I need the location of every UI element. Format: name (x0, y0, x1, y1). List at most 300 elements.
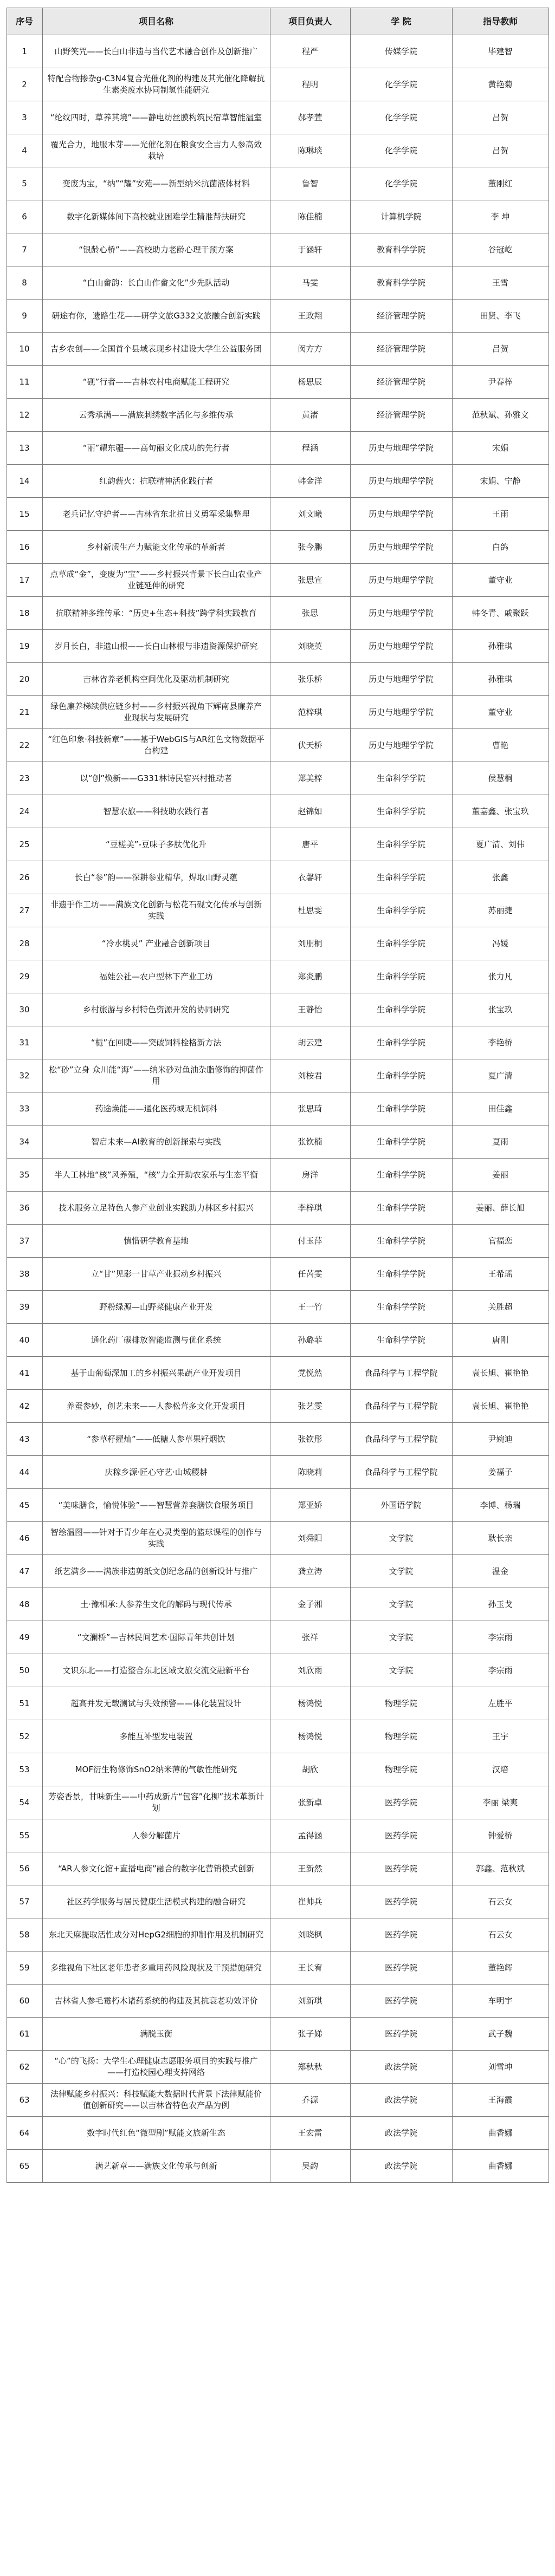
cell-leader: 房洋 (270, 1159, 350, 1192)
cell-leader: 刘舜阳 (270, 1522, 350, 1555)
cell-name: 养蚕参妙，创艺未来——人参松茸多文化开发项目 (42, 1390, 270, 1423)
cell-advisor: 钟爱桥 (452, 1819, 548, 1852)
table-row (7, 1390, 548, 1423)
cell-college: 医药学院 (350, 2018, 452, 2051)
table-row (7, 233, 548, 266)
cell-college: 生命科学学院 (350, 1126, 452, 1159)
cell-no: 21 (7, 696, 42, 729)
cell-no: 44 (7, 1456, 42, 1489)
header-name: 项目名称 (42, 8, 270, 35)
table-row (7, 630, 548, 663)
cell-leader: 伏天桥 (270, 729, 350, 762)
cell-name: “参草籽擢灿”——低糖人参草果籽烟饮 (42, 1423, 270, 1456)
cell-no: 25 (7, 828, 42, 861)
table-row (7, 498, 548, 531)
cell-advisor: 吕贺 (452, 134, 548, 167)
cell-college: 医药学院 (350, 1786, 452, 1819)
cell-no: 57 (7, 1885, 42, 1918)
cell-name: “AR人参文化馆+直播电商”融合的数字化营销模式创新 (42, 1852, 270, 1885)
cell-advisor: 范秋斌、孙雅文 (452, 399, 548, 432)
cell-leader: 张思宣 (270, 564, 350, 597)
cell-college: 文学院 (350, 1555, 452, 1588)
cell-college: 经济管理学院 (350, 366, 452, 399)
cell-no: 24 (7, 795, 42, 828)
table-row (7, 1192, 548, 1225)
cell-name: 以“创”焕新——G331林诗民宿兴村推动者 (42, 762, 270, 795)
table-row (7, 2051, 548, 2084)
cell-no: 54 (7, 1786, 42, 1819)
cell-name: 乡村旅游与乡村特色资源开发的协同研究 (42, 993, 270, 1026)
table-row (7, 2150, 548, 2183)
cell-college: 政法学院 (350, 2084, 452, 2117)
table-row (7, 1423, 548, 1456)
cell-college: 历史与地理学学院 (350, 498, 452, 531)
cell-no: 5 (7, 167, 42, 200)
cell-no: 2 (7, 68, 42, 101)
cell-advisor: 左胜平 (452, 1687, 548, 1720)
cell-leader: 乔源 (270, 2084, 350, 2117)
cell-no: 40 (7, 1324, 42, 1357)
cell-advisor: 姜丽、薛长旭 (452, 1192, 548, 1225)
cell-no: 8 (7, 266, 42, 300)
cell-name: 社区药学服务与居民健康生活模式构建的融合研究 (42, 1885, 270, 1918)
cell-college: 生命科学学院 (350, 1291, 452, 1324)
cell-advisor: 车明宇 (452, 1985, 548, 2018)
table-row (7, 1357, 548, 1390)
cell-college: 生命科学学院 (350, 1225, 452, 1258)
cell-name: 山野笑咒——长白山非遗与当代艺术融合创作及创新推广 (42, 35, 270, 68)
cell-leader: 孟得涵 (270, 1819, 350, 1852)
cell-advisor: 董嘉鑫、张宝玖 (452, 795, 548, 828)
cell-name: “心”的飞扬：大学生心理健康志愿服务项目的实践与推广——打造校园心理支持网络 (42, 2051, 270, 2084)
cell-advisor: 宋娟 (452, 432, 548, 465)
cell-leader: 刘晓英 (270, 630, 350, 663)
cell-name: 吉林省养老机构空间优化及驱动机制研究 (42, 663, 270, 696)
cell-advisor: 温金 (452, 1555, 548, 1588)
cell-advisor: 田贤、李飞 (452, 300, 548, 333)
cell-no: 52 (7, 1720, 42, 1753)
cell-leader: 郑美梓 (270, 762, 350, 795)
cell-advisor: 王海霞 (452, 2084, 548, 2117)
cell-name: 特配合物掺杂g-C3N4复合光催化剂的构建及其光催化降解抗生素类废水协同制氢性能研究 (42, 68, 270, 101)
cell-college: 政法学院 (350, 2117, 452, 2150)
table-row (7, 465, 548, 498)
cell-advisor: 曹艳 (452, 729, 548, 762)
cell-college: 生命科学学院 (350, 1159, 452, 1192)
cell-leader: 郑亚娇 (270, 1489, 350, 1522)
table-row (7, 1026, 548, 1059)
cell-name: 岁月长白，非遗山根——长白山林根与非遗资源保护研究 (42, 630, 270, 663)
cell-no: 26 (7, 861, 42, 894)
cell-no: 15 (7, 498, 42, 531)
cell-advisor: 董守业 (452, 564, 548, 597)
cell-leader: 刘欣雨 (270, 1654, 350, 1687)
cell-college: 历史与地理学学院 (350, 564, 452, 597)
table-row (7, 531, 548, 564)
cell-advisor: 黄艳菊 (452, 68, 548, 101)
cell-college: 食品科学与工程学院 (350, 1390, 452, 1423)
cell-no: 9 (7, 300, 42, 333)
cell-name: 变废为宝，“纳”“耀”安苑——新型纳米抗菌液体材料 (42, 167, 270, 200)
cell-leader: 郑炎鹏 (270, 960, 350, 993)
cell-no: 32 (7, 1059, 42, 1092)
cell-college: 历史与地理学学院 (350, 663, 452, 696)
table-row (7, 1753, 548, 1786)
cell-advisor: 王宇 (452, 1720, 548, 1753)
cell-leader: 陈晓莉 (270, 1456, 350, 1489)
cell-college: 经济管理学院 (350, 399, 452, 432)
cell-name: “纶纹四时，草养其境”——静电纺丝膜构筑民宿草智能温室 (42, 101, 270, 134)
table-row (7, 1555, 548, 1588)
cell-name: “红色印象·科技新章”——基于WebGIS与AR红色文物数据平台构建 (42, 729, 270, 762)
cell-college: 医药学院 (350, 1985, 452, 2018)
cell-leader: 张艺雯 (270, 1390, 350, 1423)
cell-name: 土·豫相承:人参养生文化的解码与现代传承 (42, 1588, 270, 1621)
cell-college: 历史与地理学学院 (350, 531, 452, 564)
cell-advisor: 曲香娜 (452, 2117, 548, 2150)
cell-no: 48 (7, 1588, 42, 1621)
cell-leader: 张钦楠 (270, 1126, 350, 1159)
cell-leader: 张思琦 (270, 1092, 350, 1126)
cell-advisor: 李博、杨瑞 (452, 1489, 548, 1522)
cell-name: 绿色廉养梯续供应链乡村——乡村振兴视角下辉南县廉养产业现状与发展研究 (42, 696, 270, 729)
table-row (7, 1522, 548, 1555)
cell-advisor: 李宗雨 (452, 1654, 548, 1687)
cell-college: 生命科学学院 (350, 1092, 452, 1126)
cell-advisor: 汉培 (452, 1753, 548, 1786)
cell-leader: 王政翔 (270, 300, 350, 333)
table-row (7, 597, 548, 630)
cell-advisor: 官福恋 (452, 1225, 548, 1258)
table-row (7, 894, 548, 927)
cell-name: 多能互补型发电装置 (42, 1720, 270, 1753)
cell-leader: 刘桉君 (270, 1059, 350, 1092)
cell-no: 10 (7, 333, 42, 366)
cell-name: 云秀承满——满族刺绣数字活化与多维传承 (42, 399, 270, 432)
cell-college: 医药学院 (350, 1951, 452, 1985)
table-row (7, 2117, 548, 2150)
cell-advisor: 宋娟、宁静 (452, 465, 548, 498)
cell-advisor: 吕贺 (452, 333, 548, 366)
cell-advisor: 尹春梓 (452, 366, 548, 399)
cell-leader: 赵锦如 (270, 795, 350, 828)
cell-leader: 金子湘 (270, 1588, 350, 1621)
cell-leader: 胡云建 (270, 1026, 350, 1059)
cell-college: 生命科学学院 (350, 1026, 452, 1059)
cell-advisor: 董守业 (452, 696, 548, 729)
cell-name: “美味膳食，愉悦体验”——智慧营养套膳饮食服务项目 (42, 1489, 270, 1522)
cell-leader: 杨鸿悦 (270, 1720, 350, 1753)
cell-college: 医药学院 (350, 1852, 452, 1885)
table-row (7, 68, 548, 101)
table-row (7, 432, 548, 465)
cell-no: 61 (7, 2018, 42, 2051)
cell-no: 36 (7, 1192, 42, 1225)
cell-no: 53 (7, 1753, 42, 1786)
table-row (7, 927, 548, 960)
cell-advisor: 苏丽捷 (452, 894, 548, 927)
cell-advisor: 武子魏 (452, 2018, 548, 2051)
cell-no: 3 (7, 101, 42, 134)
project-table (7, 8, 549, 2183)
cell-name: 点草成“金”，变废为“宝”——乡村振兴背景下长白山农业产业链延伸的研究 (42, 564, 270, 597)
cell-no: 18 (7, 597, 42, 630)
cell-name: 野粉绿源—山野菜健康产业开发 (42, 1291, 270, 1324)
cell-advisor: 李艳桥 (452, 1026, 548, 1059)
table-row (7, 1720, 548, 1753)
cell-advisor: 夏广清、刘伟 (452, 828, 548, 861)
cell-leader: 王静怡 (270, 993, 350, 1026)
cell-advisor: 姜福子 (452, 1456, 548, 1489)
cell-college: 经济管理学院 (350, 300, 452, 333)
cell-no: 17 (7, 564, 42, 597)
cell-leader: 郑秋秋 (270, 2051, 350, 2084)
table-row (7, 696, 548, 729)
cell-advisor: 张宝玖 (452, 993, 548, 1026)
cell-leader: 刘文曦 (270, 498, 350, 531)
table-row (7, 795, 548, 828)
cell-no: 12 (7, 399, 42, 432)
table-row (7, 861, 548, 894)
cell-advisor: 李 坤 (452, 200, 548, 233)
cell-advisor: 袁长旭、崔艳艳 (452, 1357, 548, 1390)
cell-college: 物理学院 (350, 1720, 452, 1753)
cell-name: 抗联精神多维传承：“历史+生态+科技”跨学科实践教育 (42, 597, 270, 630)
cell-name: “白山畲韵：长白山作畲文化”少先队活动 (42, 266, 270, 300)
table-row (7, 2018, 548, 2051)
cell-no: 20 (7, 663, 42, 696)
cell-leader: 王一竹 (270, 1291, 350, 1324)
cell-college: 医药学院 (350, 1918, 452, 1951)
cell-advisor: 关胜超 (452, 1291, 548, 1324)
cell-leader: 刘晓枫 (270, 1918, 350, 1951)
cell-name: 超高并发无载测试与失效预警——体化装置设计 (42, 1687, 270, 1720)
cell-college: 生命科学学院 (350, 828, 452, 861)
cell-name: 数字时代红色“微型剧”赋能文旅新生态 (42, 2117, 270, 2150)
header-no: 序号 (7, 8, 42, 35)
cell-name: 半人工林地“核”风养殖，“核”力全开助农家乐与生态平衡 (42, 1159, 270, 1192)
cell-advisor: 唐刚 (452, 1324, 548, 1357)
cell-leader: 程涵 (270, 432, 350, 465)
cell-name: 满艺新章——满族文化传承与创新 (42, 2150, 270, 2183)
table-row (7, 399, 548, 432)
cell-no: 55 (7, 1819, 42, 1852)
cell-leader: 陈佳楠 (270, 200, 350, 233)
cell-advisor: 冯媛 (452, 927, 548, 960)
table-row (7, 1291, 548, 1324)
cell-name: 吉林省人参毛霉朽木诸药系统的构建及其抗衰老功效评价 (42, 1985, 270, 2018)
cell-advisor: 王雨 (452, 498, 548, 531)
cell-name: “栀”在回睫——突破饲料栓格新方法 (42, 1026, 270, 1059)
cell-no: 46 (7, 1522, 42, 1555)
cell-college: 物理学院 (350, 1753, 452, 1786)
cell-no: 22 (7, 729, 42, 762)
cell-college: 生命科学学院 (350, 861, 452, 894)
cell-leader: 党悦然 (270, 1357, 350, 1390)
cell-college: 生命科学学院 (350, 1059, 452, 1092)
cell-leader: 衣馨轩 (270, 861, 350, 894)
cell-college: 生命科学学院 (350, 927, 452, 960)
cell-advisor: 毕建智 (452, 35, 548, 68)
cell-advisor: 田佳鑫 (452, 1092, 548, 1126)
cell-name: 乡村新质生产力赋能文化传承的革新者 (42, 531, 270, 564)
cell-no: 30 (7, 993, 42, 1026)
cell-college: 经济管理学院 (350, 333, 452, 366)
cell-college: 政法学院 (350, 2150, 452, 2183)
cell-name: 通化药厂碳排放智能监测与优化系统 (42, 1324, 270, 1357)
cell-leader: 张思 (270, 597, 350, 630)
cell-name: 智启未来—AI教育的创新探索与实践 (42, 1126, 270, 1159)
cell-advisor: 夏雨 (452, 1126, 548, 1159)
cell-no: 1 (7, 35, 42, 68)
cell-leader: 陈琳琰 (270, 134, 350, 167)
cell-advisor: 夏广清 (452, 1059, 548, 1092)
table-header-row (7, 8, 548, 35)
cell-advisor: 石云女 (452, 1885, 548, 1918)
cell-name: 非遗手作工坊——满族文化创新与松花石砚文化传承与创新实践 (42, 894, 270, 927)
cell-name: 长白“参”韵——深耕参业精华，焊取山野灵蕴 (42, 861, 270, 894)
cell-college: 文学院 (350, 1588, 452, 1621)
cell-no: 27 (7, 894, 42, 927)
cell-advisor: 董艳辉 (452, 1951, 548, 1985)
cell-college: 生命科学学院 (350, 993, 452, 1026)
cell-no: 16 (7, 531, 42, 564)
cell-college: 历史与地理学学院 (350, 465, 452, 498)
cell-no: 41 (7, 1357, 42, 1390)
table-row (7, 101, 548, 134)
cell-name: 东北天麻提取活性成分对HepG2细胞的抑制作用及机制研究 (42, 1918, 270, 1951)
cell-leader: 王宏雷 (270, 2117, 350, 2150)
table-row (7, 1126, 548, 1159)
header-leader: 项目负责人 (270, 8, 350, 35)
table-row (7, 300, 548, 333)
cell-college: 生命科学学院 (350, 762, 452, 795)
cell-college: 历史与地理学学院 (350, 597, 452, 630)
cell-no: 38 (7, 1258, 42, 1291)
cell-advisor: 董刚红 (452, 167, 548, 200)
table-row (7, 1951, 548, 1985)
cell-name: 智慧农旅——科技助农践行者 (42, 795, 270, 828)
cell-no: 42 (7, 1390, 42, 1423)
cell-leader: 龚立涛 (270, 1555, 350, 1588)
cell-name: 老兵记忆守护者——吉林省东北抗日义勇军采集整理 (42, 498, 270, 531)
cell-leader: 黄渚 (270, 399, 350, 432)
cell-no: 6 (7, 200, 42, 233)
cell-no: 37 (7, 1225, 42, 1258)
cell-name: 满脱玉衡 (42, 2018, 270, 2051)
cell-advisor: 袁长旭、崔艳艳 (452, 1390, 548, 1423)
cell-no: 62 (7, 2051, 42, 2084)
cell-no: 28 (7, 927, 42, 960)
table-row (7, 1786, 548, 1819)
cell-advisor: 李宗雨 (452, 1621, 548, 1654)
cell-college: 生命科学学院 (350, 1192, 452, 1225)
cell-college: 历史与地理学学院 (350, 696, 452, 729)
cell-no: 45 (7, 1489, 42, 1522)
table-row (7, 663, 548, 696)
cell-leader: 鲁智 (270, 167, 350, 200)
cell-no: 65 (7, 2150, 42, 2183)
cell-leader: 王新然 (270, 1852, 350, 1885)
table-row (7, 1324, 548, 1357)
cell-leader: 张祥 (270, 1621, 350, 1654)
table-row (7, 564, 548, 597)
cell-name: 数字化新媒体间下高校就业困难学生精准帮扶研究 (42, 200, 270, 233)
cell-name: 覆光合力，地服本芽——光催化剂在粮食安全吉力人参高效栽培 (42, 134, 270, 167)
cell-advisor: 张鑫 (452, 861, 548, 894)
table-row (7, 1489, 548, 1522)
cell-name: 吉乡农创——全国首个县域表现乡村建设大学生公益服务团 (42, 333, 270, 366)
cell-name: 慎惜研学教育基地 (42, 1225, 270, 1258)
table-row (7, 1092, 548, 1126)
cell-name: 文识东北——打造整合东北区域文旅交流交融新平台 (42, 1654, 270, 1687)
cell-leader: 范梓琪 (270, 696, 350, 729)
cell-name: “砚”行者——吉林农村电商赋能工程研究 (42, 366, 270, 399)
cell-no: 63 (7, 2084, 42, 2117)
cell-leader: 马雯 (270, 266, 350, 300)
table-row (7, 2084, 548, 2117)
table-row (7, 1258, 548, 1291)
cell-no: 33 (7, 1092, 42, 1126)
cell-college: 文学院 (350, 1621, 452, 1654)
cell-leader: 付玉萍 (270, 1225, 350, 1258)
cell-advisor: 吕贺 (452, 101, 548, 134)
table-row (7, 828, 548, 861)
cell-leader: 张新卓 (270, 1786, 350, 1819)
cell-college: 外国语学院 (350, 1489, 452, 1522)
cell-college: 生命科学学院 (350, 1324, 452, 1357)
cell-no: 56 (7, 1852, 42, 1885)
cell-leader: 张乐桥 (270, 663, 350, 696)
cell-no: 7 (7, 233, 42, 266)
cell-leader: 刘朋桐 (270, 927, 350, 960)
cell-advisor: 尹婉迪 (452, 1423, 548, 1456)
cell-name: 芳姿香景，甘味新生——中药成新片“包容”化柳”技术革新计划 (42, 1786, 270, 1819)
cell-advisor: 白鸽 (452, 531, 548, 564)
cell-no: 23 (7, 762, 42, 795)
cell-college: 文学院 (350, 1522, 452, 1555)
table-row (7, 1819, 548, 1852)
cell-college: 医药学院 (350, 1819, 452, 1852)
cell-advisor: 王雪 (452, 266, 548, 300)
table-row (7, 1918, 548, 1951)
cell-college: 教育科学学院 (350, 266, 452, 300)
cell-advisor: 孙玉戈 (452, 1588, 548, 1621)
cell-leader: 王长宥 (270, 1951, 350, 1985)
cell-leader: 刘新琪 (270, 1985, 350, 2018)
table-row (7, 1687, 548, 1720)
cell-college: 食品科学与工程学院 (350, 1357, 452, 1390)
cell-college: 生命科学学院 (350, 960, 452, 993)
cell-no: 29 (7, 960, 42, 993)
cell-leader: 杜思雯 (270, 894, 350, 927)
table-row (7, 1225, 548, 1258)
cell-leader: 张子娣 (270, 2018, 350, 2051)
cell-advisor: 孙雅琪 (452, 663, 548, 696)
cell-college: 化学学院 (350, 68, 452, 101)
table-row (7, 1456, 548, 1489)
cell-no: 4 (7, 134, 42, 167)
cell-name: 纸艺满乡——满族非遗剪纸文创纪念品的创新设计与推广 (42, 1555, 270, 1588)
cell-leader: 孙璐菲 (270, 1324, 350, 1357)
table-row (7, 1621, 548, 1654)
table-row (7, 960, 548, 993)
table-row (7, 1059, 548, 1092)
cell-name: 红韵薪火：抗联精神活化践行者 (42, 465, 270, 498)
cell-leader: 杨思辰 (270, 366, 350, 399)
cell-no: 31 (7, 1026, 42, 1059)
cell-leader: 郝孝萱 (270, 101, 350, 134)
